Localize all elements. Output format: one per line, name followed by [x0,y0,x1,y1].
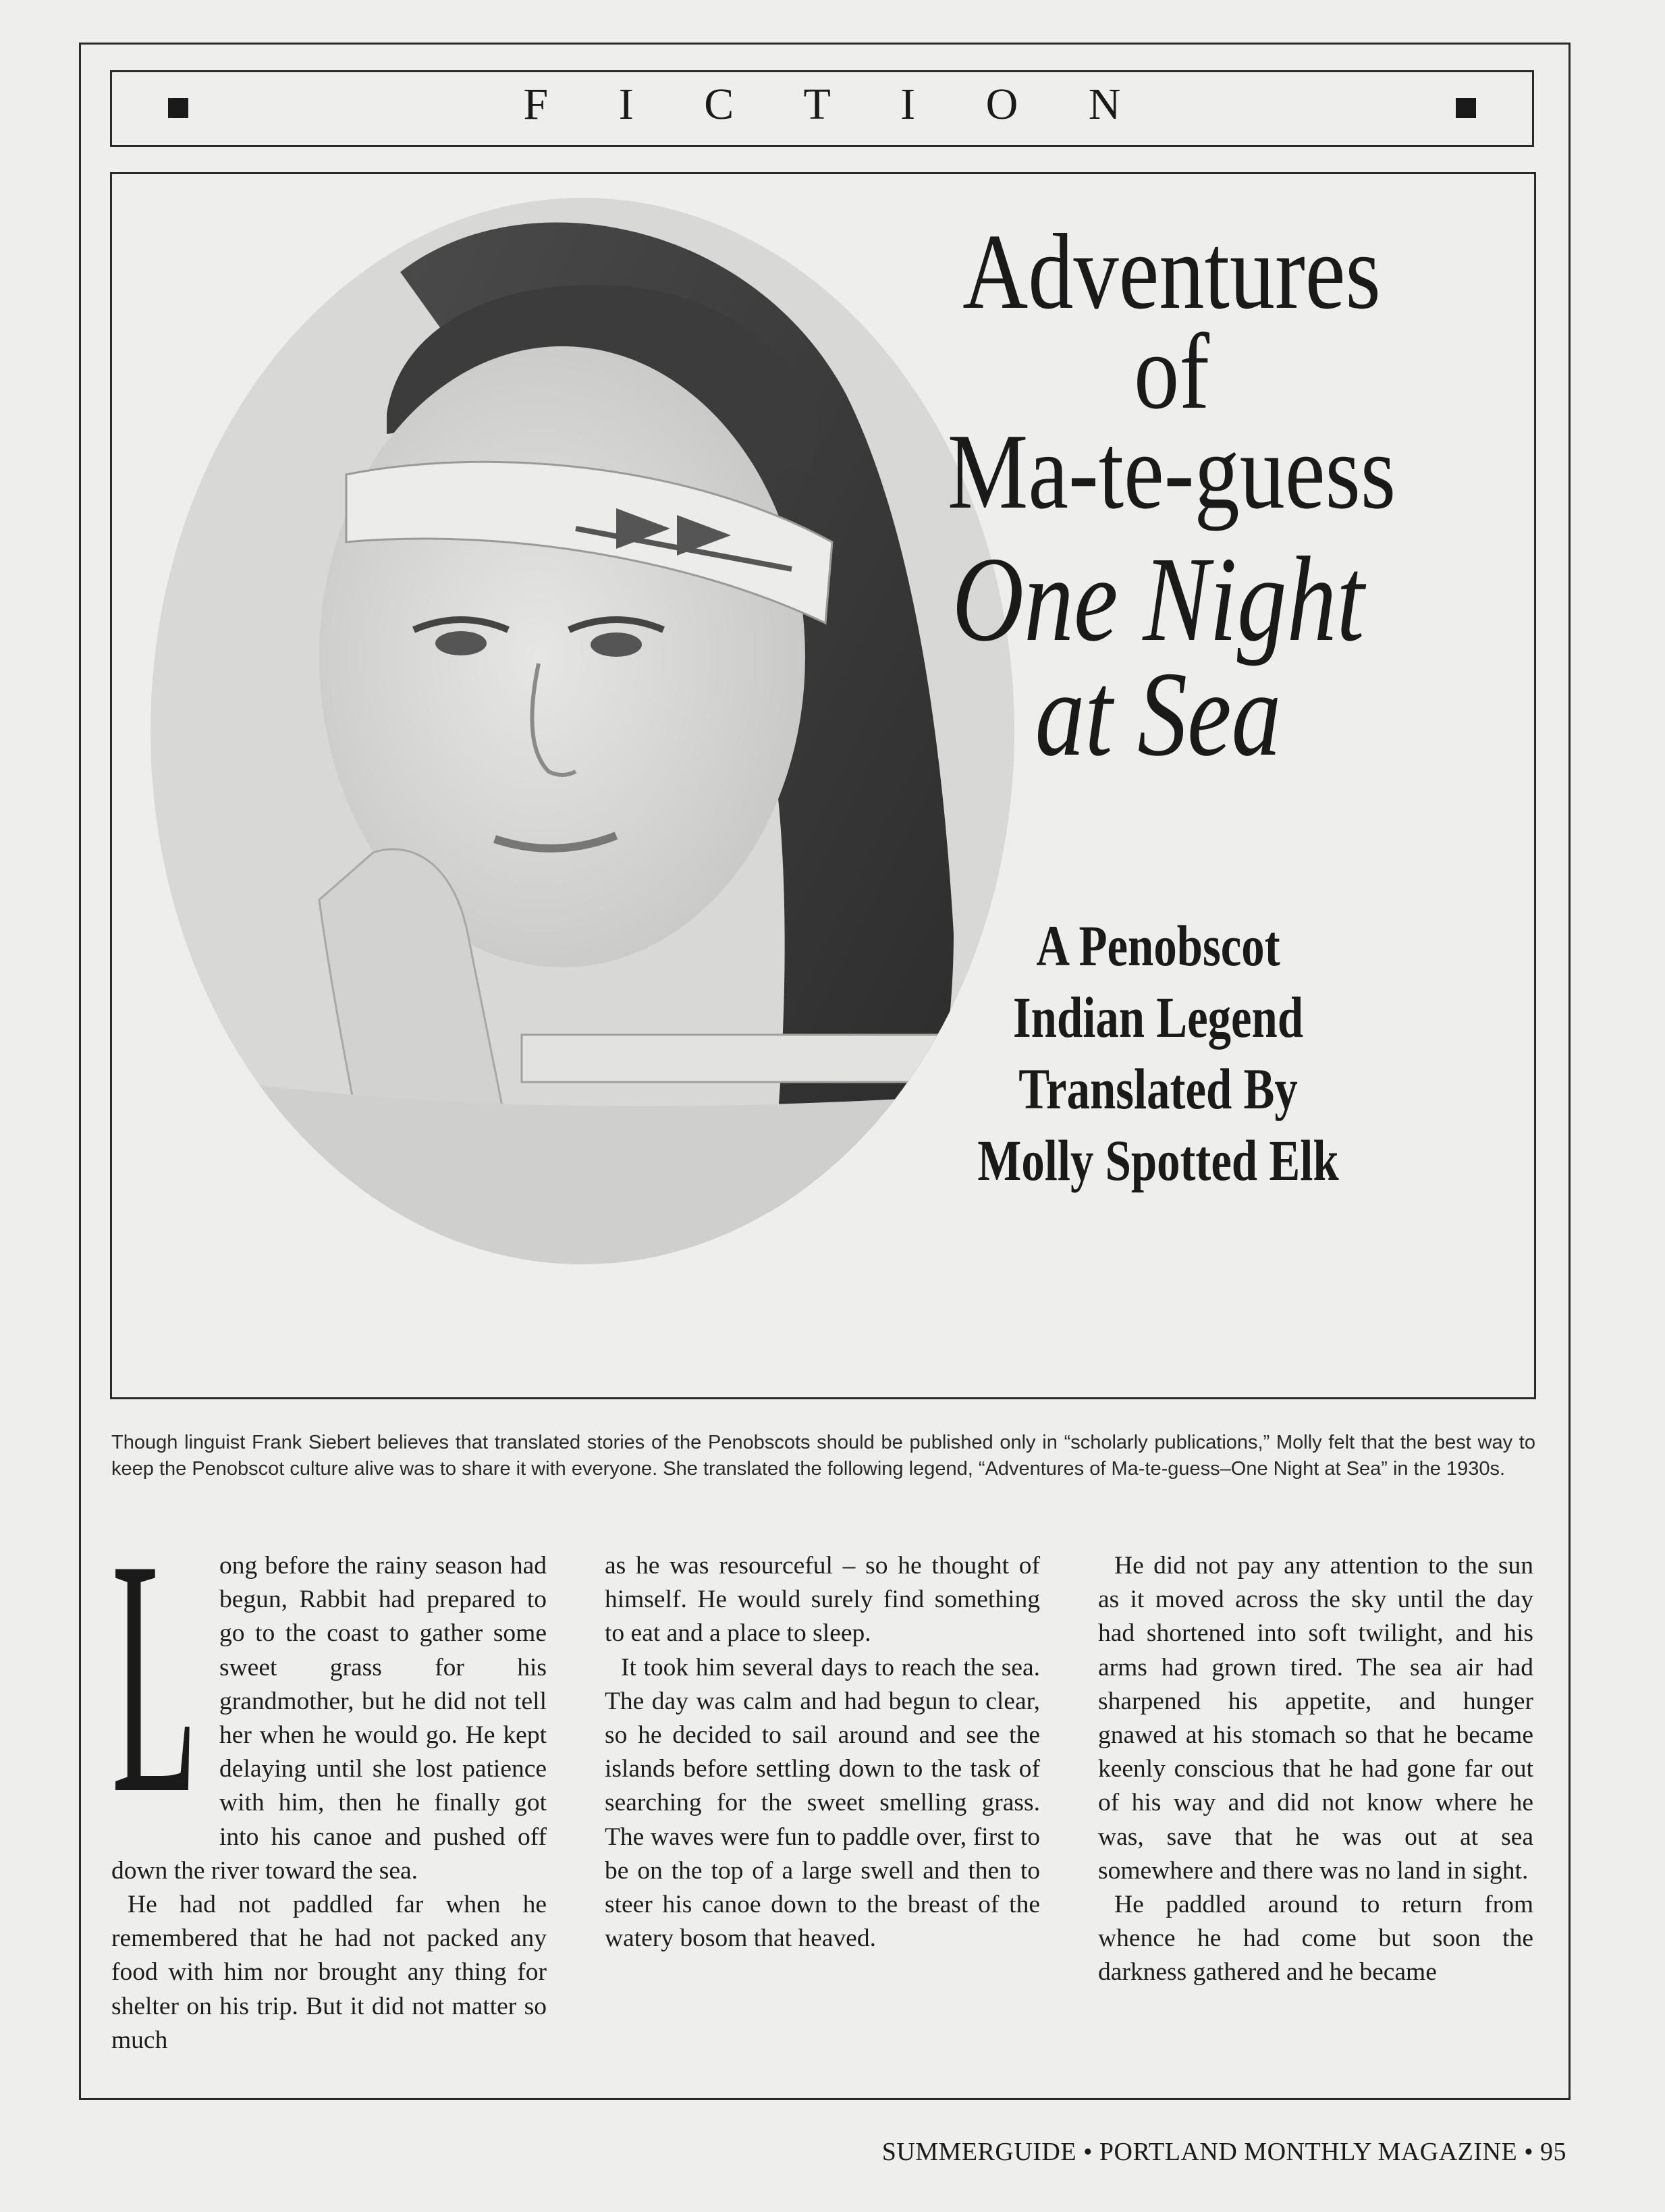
article-column-1 [111,1490,547,2057]
article-title-italic [937,532,1380,781]
paragraph: He did not pay any attention to the sun as it moved across the sky until the day had shortened into soft twilight, and his arms had grown tired. The sea air had sharpened his appetite, and hunger gnawed at his stomach so that he became keenly conscious that he had gone far out of his way and did not know where he was, save that he was out at sea somewhere and there was no land in sight. [1098,1552,1533,1885]
drop-cap: L [111,1490,198,1864]
title-line-1: Adventures of [962,211,1381,431]
section-header-bar [110,70,1534,147]
article-title [945,211,1398,531]
subtitle-line-1: A Penobscot [1036,913,1280,978]
page-footer: SUMMERGUIDE • PORTLAND MONTHLY MAGAZINE • 95 [881,2138,1566,2166]
subtitle-line-3: Translated By [1018,1056,1298,1121]
title-italic-line-1: One Night [952,532,1365,666]
title-italic-line-2: at Sea [1035,647,1282,781]
article-subtitle [942,910,1374,1196]
paragraph: It took him several days to reach the sea. The day was calm and had begun to clear, so he decided to sail around and see the islands before settling down to the task of searching for the sweet smelling grass. The waves were fun to paddle over, first to be on the top of a large swell and then to steer his canoe down to the breast of the watery bosom that heaved. [605,1653,1040,1953]
section-label: F I C T I O N [523,80,1151,129]
article-column-2 [605,1549,1040,1955]
photo-caption: Though linguist Frank Siebert believes that translated stories of the Penobscots should be published only in “scholarly publications,” Molly felt that the best way to keep the Penobscot culture alive was to share it with everyone. She translated the following legend, “Adventures of Ma-te-guess–One Night at Sea” in the 1930s. [111,1432,1535,1480]
article-column-3 [1098,1549,1533,1990]
subtitle-line-2: Indian Legend [1012,985,1304,1050]
portrait-photo [144,191,1058,1399]
hero-panel [110,172,1536,1399]
paragraph: He had not paddled far when he remembered that he had not packed any food with him nor brought any thing for shelter on his trip. But it did not matter so much [111,1891,547,2054]
paragraph: as he was resourceful – so he thought of himself. He would surely find something to eat and a place to sleep. [605,1552,1040,1648]
paragraph: He paddled around to return from whence he had come but soon the darkness gathered and he became [1098,1891,1533,1987]
title-line-2: Ma-te-guess [947,411,1396,531]
paragraph: L ong before the rainy season had begun, Rabbit had prepared to go to the coast to gather some sweet grass for his grandmother, but he did not tell her when he would go. He kept delaying until she lost patience with him, then he finally got into his canoe and pushed off down the river toward the sea. [111,1490,547,1885]
square-bullet-icon [1456,98,1476,118]
subtitle-line-4: Molly Spotted Elk [977,1128,1339,1193]
